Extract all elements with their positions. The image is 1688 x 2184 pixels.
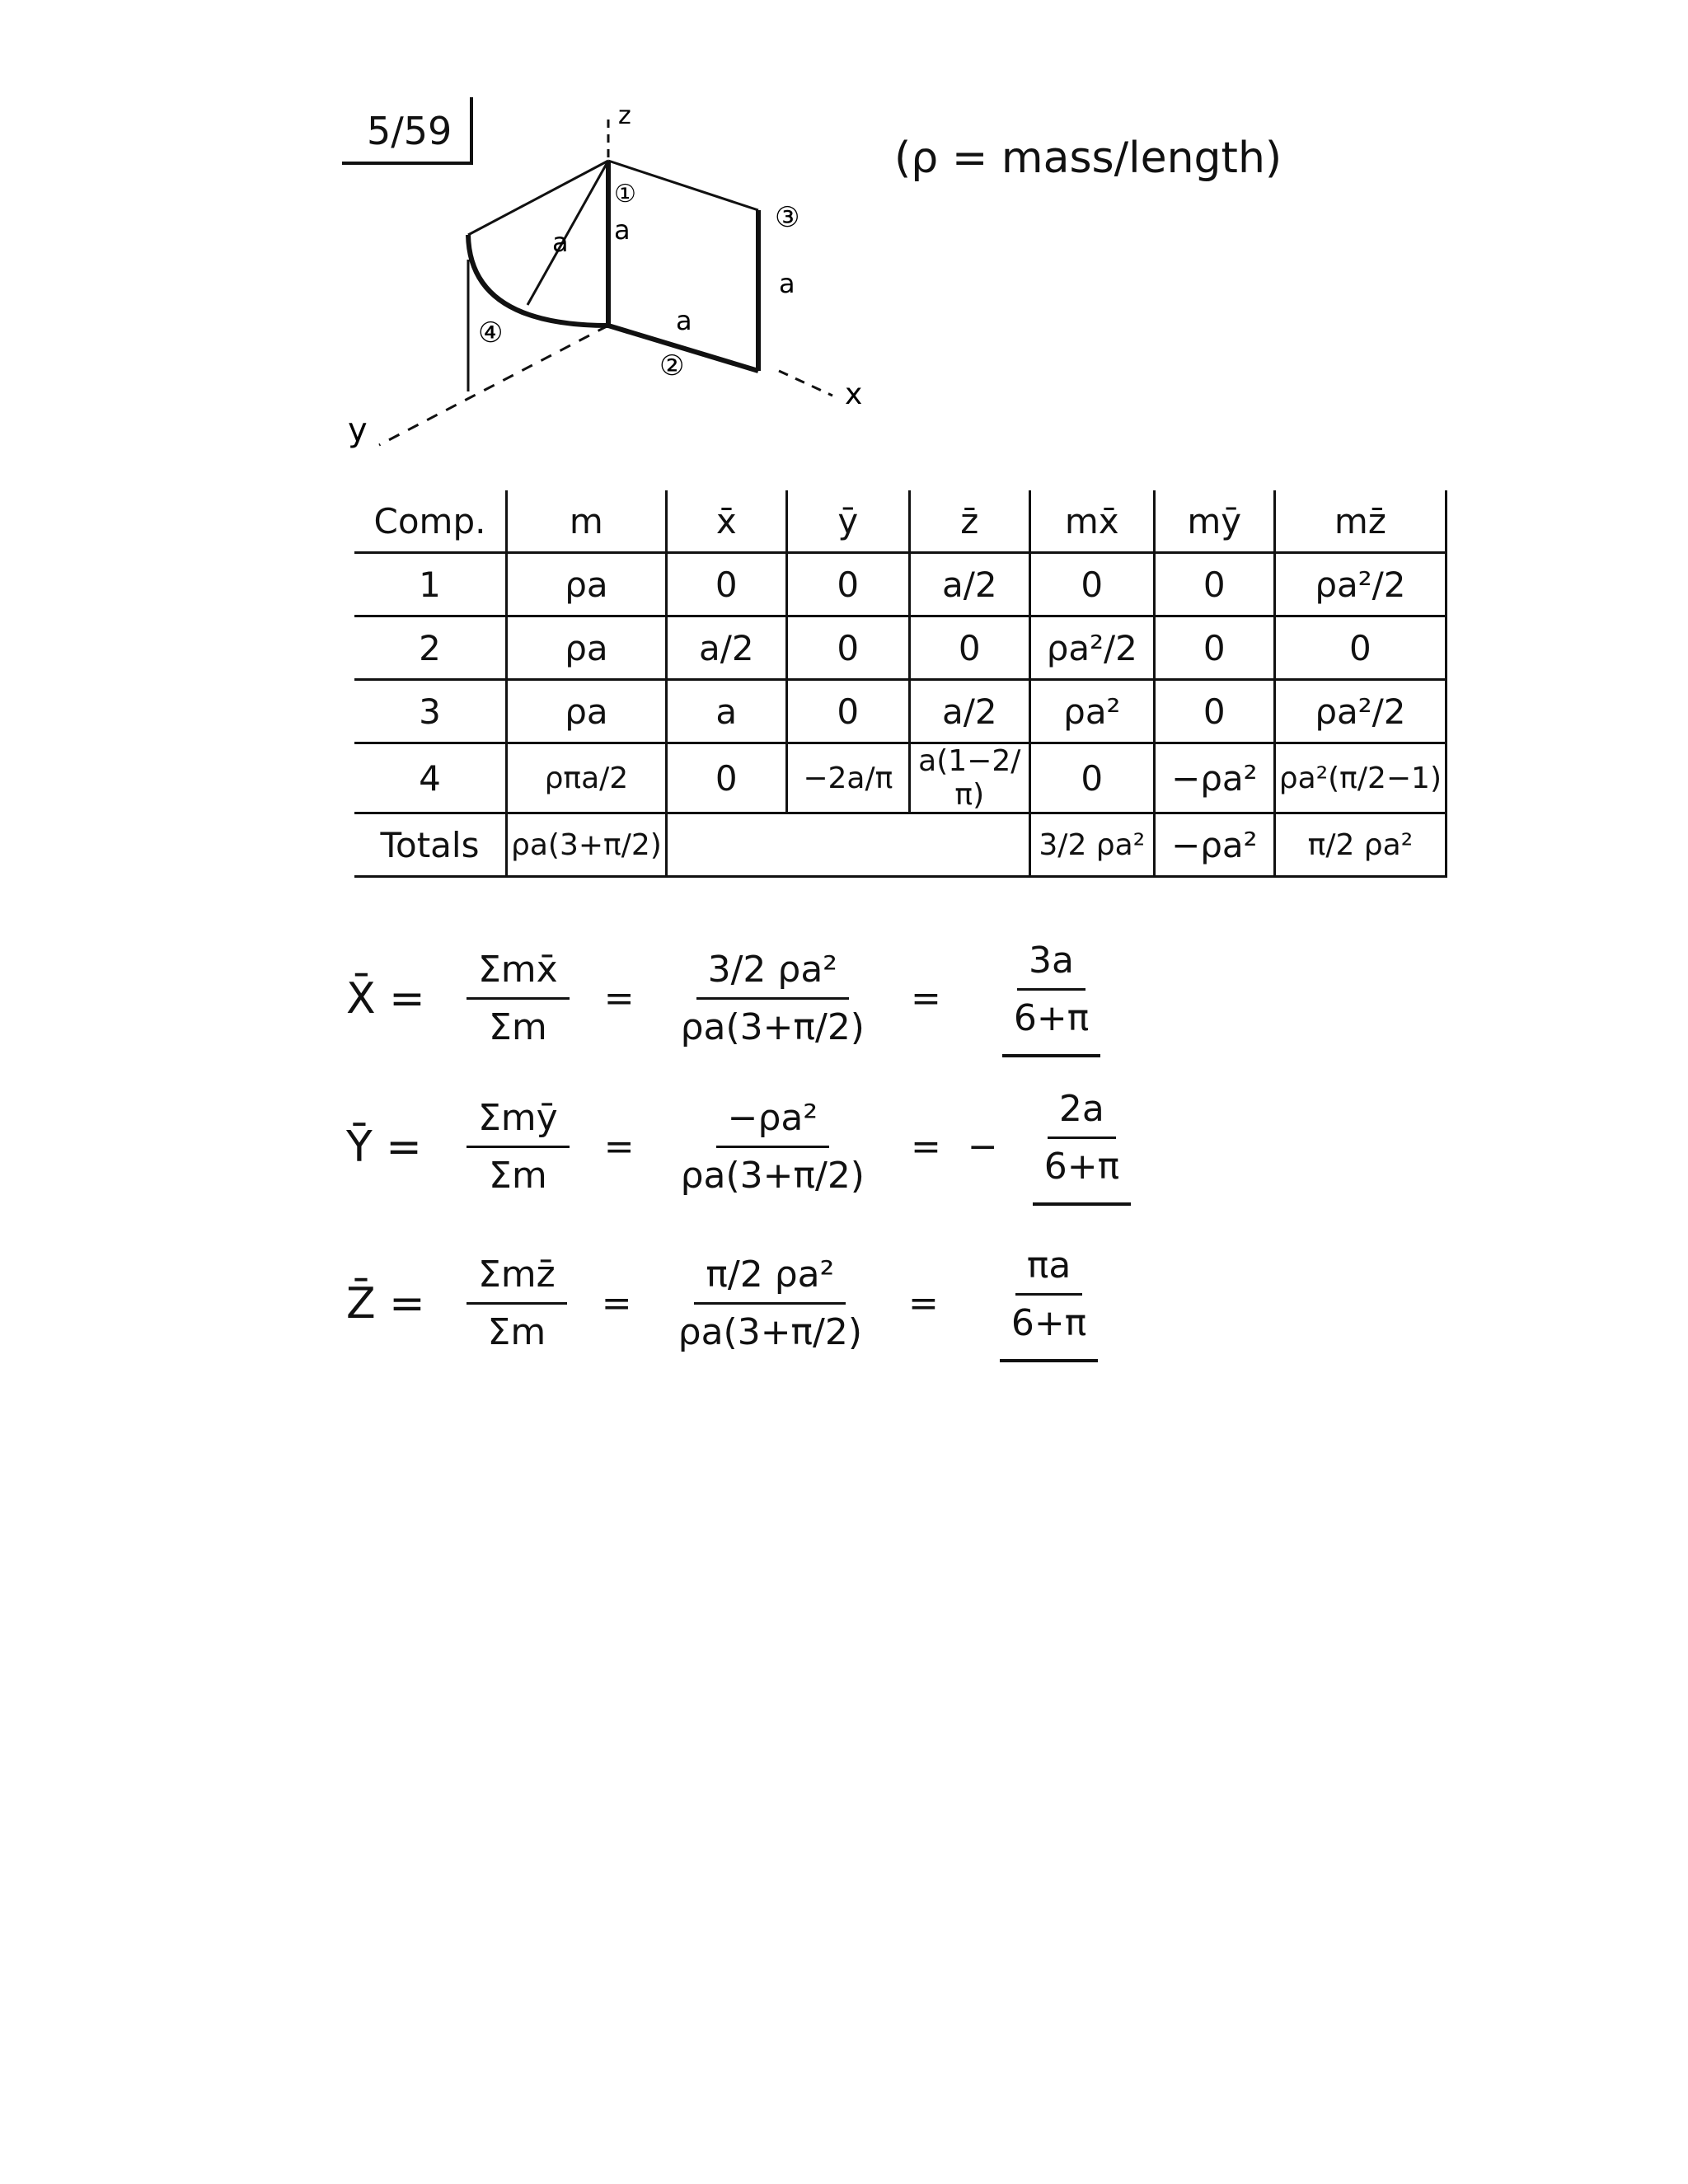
equation-lhs: Ȳ =: [346, 1122, 422, 1172]
table-cell: 3: [354, 680, 507, 743]
table-cell: 0: [1029, 553, 1154, 616]
z-axis-label: z: [618, 101, 631, 130]
totals-mz: π/2 ρa²: [1274, 813, 1446, 877]
fraction: [467, 1254, 567, 1353]
header-cell: mȳ: [1154, 490, 1274, 553]
table-totals-row: [354, 813, 1447, 877]
equals-sign: =: [910, 977, 941, 1019]
table-row: [354, 616, 1447, 680]
totals-label: Totals: [354, 813, 507, 877]
table-cell: a/2: [666, 616, 786, 680]
fraction: [669, 949, 876, 1048]
table-cell: 0: [786, 680, 909, 743]
table-cell: 0: [666, 553, 786, 616]
numerator: 3/2 ρa²: [696, 949, 849, 1000]
y-axis-label: y: [348, 411, 368, 449]
totals-my: −ρa²: [1154, 813, 1274, 877]
table-cell: −ρa²: [1154, 743, 1274, 813]
header-cell: x̄: [666, 490, 786, 553]
table-cell: 1: [354, 553, 507, 616]
equals-sign: =: [910, 1126, 941, 1168]
equals-sign: =: [908, 1282, 939, 1324]
table-cell: −2a/π: [786, 743, 909, 813]
table-cell: ρa²(π/2−1): [1274, 743, 1446, 813]
component-2-label: ②: [659, 349, 685, 382]
table-cell: ρa²/2: [1274, 680, 1446, 743]
table-cell: ρa²: [1029, 680, 1154, 743]
equation-x: [346, 940, 1122, 1057]
result-fraction: [1000, 1244, 1098, 1362]
numerator: −ρa²: [716, 1097, 829, 1148]
table-cell: 4: [354, 743, 507, 813]
denominator: 6+π: [1010, 1302, 1087, 1344]
denominator: 6+π: [1013, 997, 1090, 1039]
table-cell: ρa²/2: [1029, 616, 1154, 680]
numerator: 3a: [1017, 940, 1085, 991]
table-header-row: [354, 490, 1447, 553]
denominator: Σm: [489, 1006, 547, 1048]
fraction: [667, 1254, 874, 1353]
table-cell: ρa: [507, 680, 667, 743]
table-cell: 0: [786, 616, 909, 680]
totals-mx: 3/2 ρa²: [1029, 813, 1154, 877]
header-cell: z̄: [909, 490, 1029, 553]
table-cell: 0: [1274, 616, 1446, 680]
numerator: πa: [1015, 1244, 1082, 1296]
fraction: [467, 949, 570, 1048]
numerator: π/2 ρa²: [694, 1254, 846, 1305]
table-cell: a/2: [909, 553, 1029, 616]
dimension-label-radius: a: [552, 227, 569, 258]
denominator: ρa(3+π/2): [678, 1311, 863, 1353]
dimension-label-1: a: [614, 214, 631, 246]
header-cell: m: [507, 490, 667, 553]
result-fraction: [1033, 1088, 1131, 1206]
result-fraction: [1002, 940, 1100, 1057]
equals-sign: =: [603, 977, 635, 1019]
numerator: Σmȳ: [467, 1097, 570, 1148]
equals-sign: =: [603, 1126, 635, 1168]
x-axis-line: [779, 371, 832, 396]
denominator: Σm: [487, 1311, 546, 1353]
numerator: 2a: [1048, 1088, 1116, 1139]
table-cell: 0: [1029, 743, 1154, 813]
dimension-label-3: a: [779, 268, 795, 299]
wire-figure: [330, 95, 907, 457]
centroid-table: [354, 490, 1447, 878]
numerator: Σmz̄: [467, 1254, 567, 1305]
table-cell: ρa: [507, 616, 667, 680]
dimension-label-2: a: [676, 305, 692, 336]
table-row: [354, 553, 1447, 616]
fraction: [467, 1097, 570, 1197]
component-4-label: ④: [478, 316, 504, 349]
header-cell: ȳ: [786, 490, 909, 553]
component-1-label: ①: [614, 180, 636, 209]
table-cell: a/2: [909, 680, 1029, 743]
denominator: ρa(3+π/2): [680, 1006, 865, 1048]
table-row: [354, 680, 1447, 743]
numerator: Σmx̄: [467, 949, 570, 1000]
equation-z: [346, 1244, 1119, 1362]
table-cell: 0: [1154, 680, 1274, 743]
header-cell: mx̄: [1029, 490, 1154, 553]
totals-empty: [666, 813, 1029, 877]
table-cell: ρa: [507, 553, 667, 616]
denominator: 6+π: [1043, 1146, 1120, 1188]
problem-number: 5/59: [367, 109, 452, 153]
totals-m: ρa(3+π/2): [507, 813, 667, 877]
x-axis-label: x: [845, 377, 863, 411]
equals-sign: =: [601, 1282, 632, 1324]
table-cell: 0: [1154, 616, 1274, 680]
table-cell: 2: [354, 616, 507, 680]
table-row: [354, 743, 1447, 813]
component-3-label: ③: [775, 201, 800, 234]
header-cell: mz̄: [1274, 490, 1446, 553]
table-cell: 0: [909, 616, 1029, 680]
equation-lhs: Z̄ =: [346, 1278, 425, 1329]
table-cell: 0: [666, 743, 786, 813]
table-cell: ρa²/2: [1274, 553, 1446, 616]
table-cell: 0: [786, 553, 909, 616]
result-sign: −: [967, 1126, 998, 1168]
denominator: Σm: [489, 1155, 547, 1197]
table-cell: ρπa/2: [507, 743, 667, 813]
fraction: [669, 1097, 876, 1197]
density-note: (ρ = mass/length): [894, 134, 1282, 183]
denominator: ρa(3+π/2): [680, 1155, 865, 1197]
equation-y: [346, 1088, 1152, 1206]
table-cell: a(1−2/π): [909, 743, 1029, 813]
equation-lhs: X̄ =: [346, 973, 425, 1024]
component-4-arc: [468, 235, 608, 326]
table-cell: a: [666, 680, 786, 743]
header-cell: Comp.: [354, 490, 507, 553]
table-cell: 0: [1154, 553, 1274, 616]
